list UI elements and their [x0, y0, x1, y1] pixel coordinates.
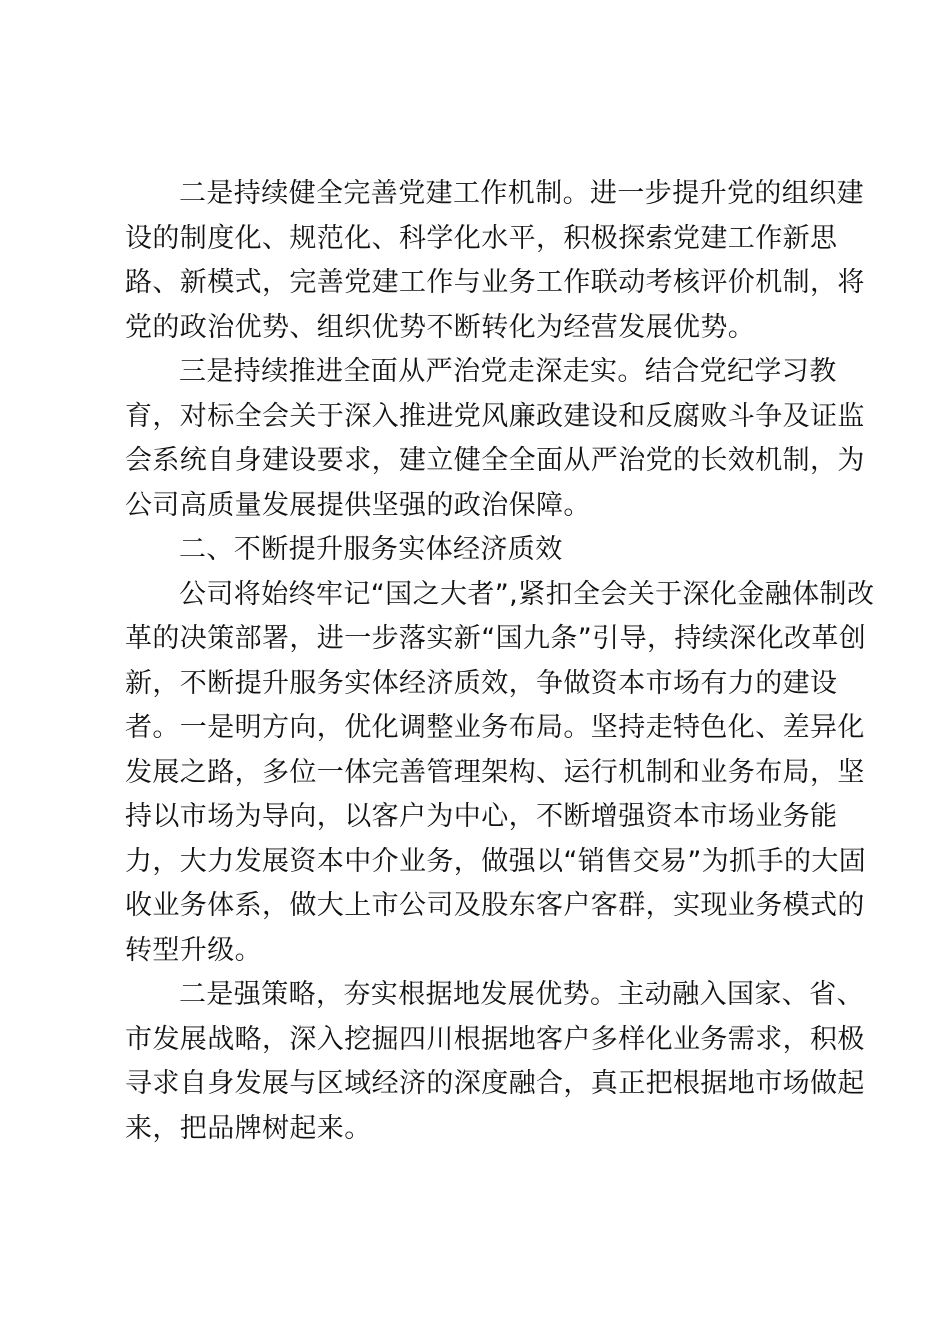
paragraph-4-line-1: 二是强策略，夯实根据地发展优势。主动融入国家、省、	[179, 979, 864, 1010]
paragraph-2-line-2: 育，对标全会关于深入推进党风廉政建设和反腐败斗争及证监	[125, 400, 865, 432]
paragraph-1-line-4: 党的政治优势、组织优势不断转化为经营发展优势。	[125, 311, 756, 343]
paragraph-2-line-1: 三是持续推进全面从严治党走深走实。结合党纪学习教	[179, 356, 837, 387]
section-heading: 二、不断提升服务实体经济质效	[179, 534, 563, 565]
paragraph-3-line-7: 力，大力发展资本中介业务，做强以“销售交易”为抓手的大固	[125, 845, 867, 877]
paragraph-3-line-2: 革的决策部署，进一步落实新“国九条”引导，持续深化改革创	[125, 623, 867, 654]
paragraph-4-line-4: 来，把品牌树起来。	[125, 1112, 372, 1144]
paragraph-1-line-3: 路、新模式，完善党建工作与业务工作联动考核评价机制，将	[125, 267, 865, 298]
paragraph-3-line-3: 新，不断提升服务实体经济质效，争做资本市场有力的建设	[125, 667, 838, 699]
paragraph-3-line-9: 转型升级。	[125, 934, 262, 966]
paragraph-1-line-2: 设的制度化、规范化、科学化水平，积极探索党建工作新思	[125, 222, 838, 254]
paragraph-3-line-6: 持以市场为导向，以客户为中心，不断增强资本市场业务能	[125, 801, 838, 832]
paragraph-3-line-4: 者。一是明方向，优化调整业务布局。坚持走特色化、差异化	[125, 712, 865, 743]
paragraph-2-line-4: 公司高质量发展提供坚强的政治保障。	[125, 489, 591, 521]
paragraph-3-line-8: 收业务体系，做大上市公司及股东客户客群，实现业务模式的	[125, 890, 865, 921]
paragraph-3-line-5: 发展之路，多位一体完善管理架构、运行机制和业务布局，坚	[125, 756, 865, 788]
paragraph-3-line-1: 公司将始终牢记“国之大者”,紧扣全会关于深化金融体制改	[179, 578, 875, 610]
paragraph-4-line-2: 市发展战略，深入挖掘四川根据地客户多样化业务需求，积极	[125, 1023, 865, 1055]
paragraph-4-line-3: 寻求自身发展与区域经济的深度融合，真正把根据地市场做起	[125, 1068, 865, 1099]
paragraph-2-line-3: 会系统自身建设要求，建立健全全面从严治党的长效机制，为	[125, 445, 865, 476]
paragraph-1-line-1: 二是持续健全完善党建工作机制。进一步提升党的组织建	[179, 178, 864, 209]
document-body	[125, 172, 875, 1151]
